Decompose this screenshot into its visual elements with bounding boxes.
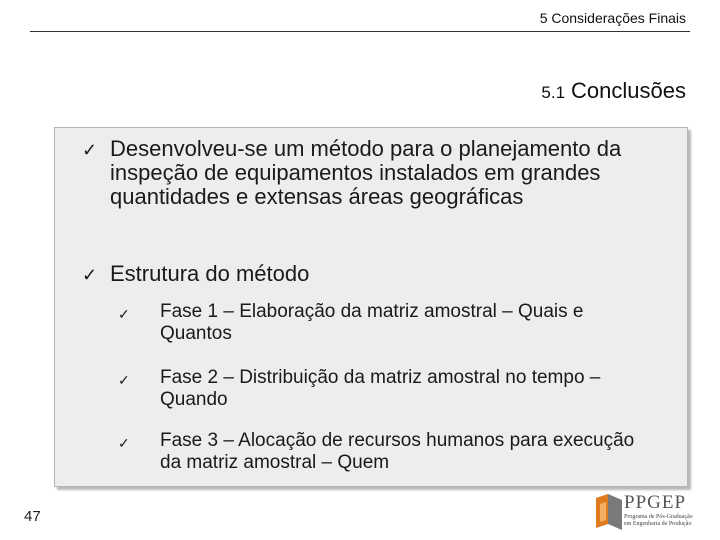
subsection-title: [541, 78, 686, 104]
logo-subtitle-line2: em Engenharia de Produção: [624, 521, 692, 527]
page-number: 47: [24, 508, 41, 525]
subsection-label: Conclusões: [571, 78, 686, 103]
sub-bullet-item: [118, 367, 660, 411]
check-mark-icon: ✓: [82, 265, 98, 285]
header-divider: [30, 31, 690, 32]
sub-bullet-item: [118, 430, 660, 474]
check-mark-icon: ✓: [82, 140, 98, 160]
logo-subtitle: [624, 514, 704, 528]
check-mark-icon: ✓: [118, 306, 130, 322]
logo-mark-icon: [594, 494, 624, 530]
check-mark-icon: ✓: [118, 435, 130, 451]
logo-name: PPGEP: [624, 492, 687, 513]
logo-subtitle-line1: Programa de Pós-Graduação: [624, 514, 693, 520]
sub-bullet-text: Fase 3 – Alocação de recursos humanos para execução da matriz amostral – Quem: [160, 430, 635, 473]
bullet-text: Desenvolveu-se um método para o planejamento da inspeção de equipamentos instalados em grandes quantidades e extensas áreas geográficas: [110, 136, 622, 209]
subsection-number: 5.1: [541, 83, 566, 102]
sub-bullet-text: Fase 1 – Elaboração da matriz amostral – Quais e Quantos: [160, 301, 584, 344]
sub-bullet-text: Fase 2 – Distribuição da matriz amostral no tempo – Quando: [160, 367, 601, 410]
ppgep-logo: [594, 494, 706, 530]
bullet-item: [82, 137, 670, 209]
check-mark-icon: ✓: [118, 372, 130, 388]
sub-bullet-item: [118, 301, 660, 345]
bullet-text: Estrutura do método: [110, 261, 310, 286]
bullet-item: [82, 262, 670, 287]
section-title: 5 Considerações Finais: [539, 10, 686, 26]
